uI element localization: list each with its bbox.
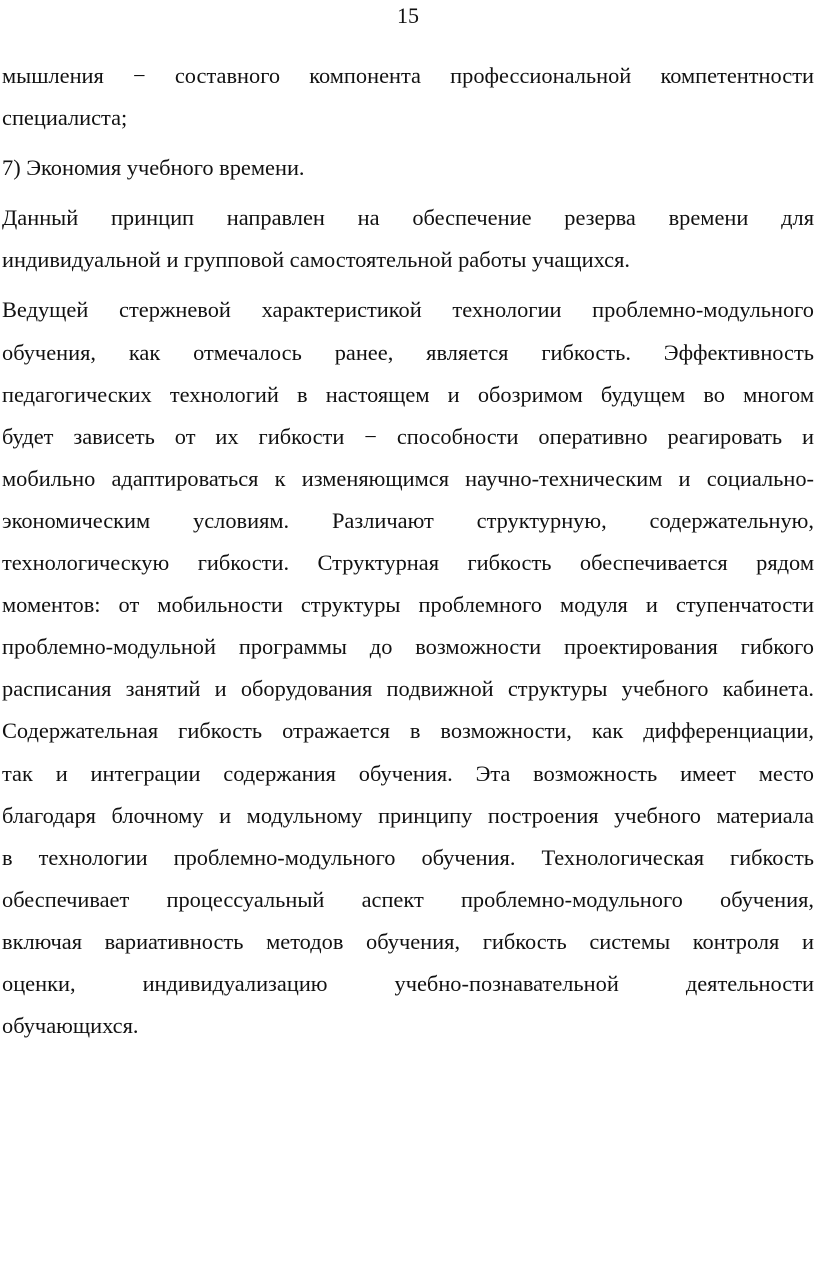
text-line: индивидуальной и групповой самостоятельной работы учащихся.: [2, 247, 630, 273]
text-line: будет зависеть от их гибкости − способности оперативно реагировать и: [2, 423, 814, 449]
text-line: проблемно-модульной программы до возможности проектирования гибкого: [2, 634, 814, 660]
paragraph-continuation: [2, 55, 814, 139]
text-line: обеспечивает процессуальный аспект проблемно-модульного обучения,: [2, 886, 814, 912]
text-line: благодаря блочному и модульному принципу построения учебного материала: [2, 802, 814, 828]
paragraph-principle: [2, 197, 814, 281]
text-line: обучения, как отмечалось ранее, является гибкость. Эффективность: [2, 339, 814, 365]
text-line: педагогических технологий в настоящем и обозримом будущем во многом: [2, 381, 814, 407]
paragraph-list-item: [2, 147, 814, 189]
text-line: оценки, индивидуализацию учебно-познавательной деятельности: [2, 970, 814, 996]
text-line: мобильно адаптироваться к изменяющимся научно-техническим и социально-: [2, 465, 814, 491]
text-line: 7) Экономия учебного времени.: [2, 155, 305, 181]
paragraph-flexibility: [2, 289, 814, 1047]
text-line: специалиста;: [2, 105, 128, 131]
page-number: 15: [397, 3, 419, 28]
text-line: так и интеграции содержания обучения. Эта возможность имеет место: [2, 760, 814, 786]
text-line: моментов: от мобильности структуры проблемного модуля и ступенчатости: [2, 592, 814, 618]
text-line: в технологии проблемно-модульного обучения. Технологическая гибкость: [2, 844, 814, 870]
text-line: мышления − составного компонента профессиональной компетентности: [2, 63, 814, 88]
document-body: [2, 55, 814, 1047]
text-line: технологическую гибкости. Структурная гибкость обеспечивается рядом: [2, 550, 814, 576]
text-line: Ведущей стержневой характеристикой технологии проблемно-модульного: [2, 297, 814, 323]
text-line: Данный принцип направлен на обеспечение резерва времени для: [2, 205, 814, 231]
text-line: Содержательная гибкость отражается в возможности, как дифференциации,: [2, 718, 814, 744]
text-line: экономическим условиям. Различают структурную, содержательную,: [2, 507, 814, 533]
text-line: расписания занятий и оборудования подвижной структуры учебного кабинета.: [2, 676, 814, 702]
text-line: включая вариативность методов обучения, гибкость системы контроля и: [2, 928, 814, 954]
text-line: обучающихся.: [2, 1013, 139, 1039]
